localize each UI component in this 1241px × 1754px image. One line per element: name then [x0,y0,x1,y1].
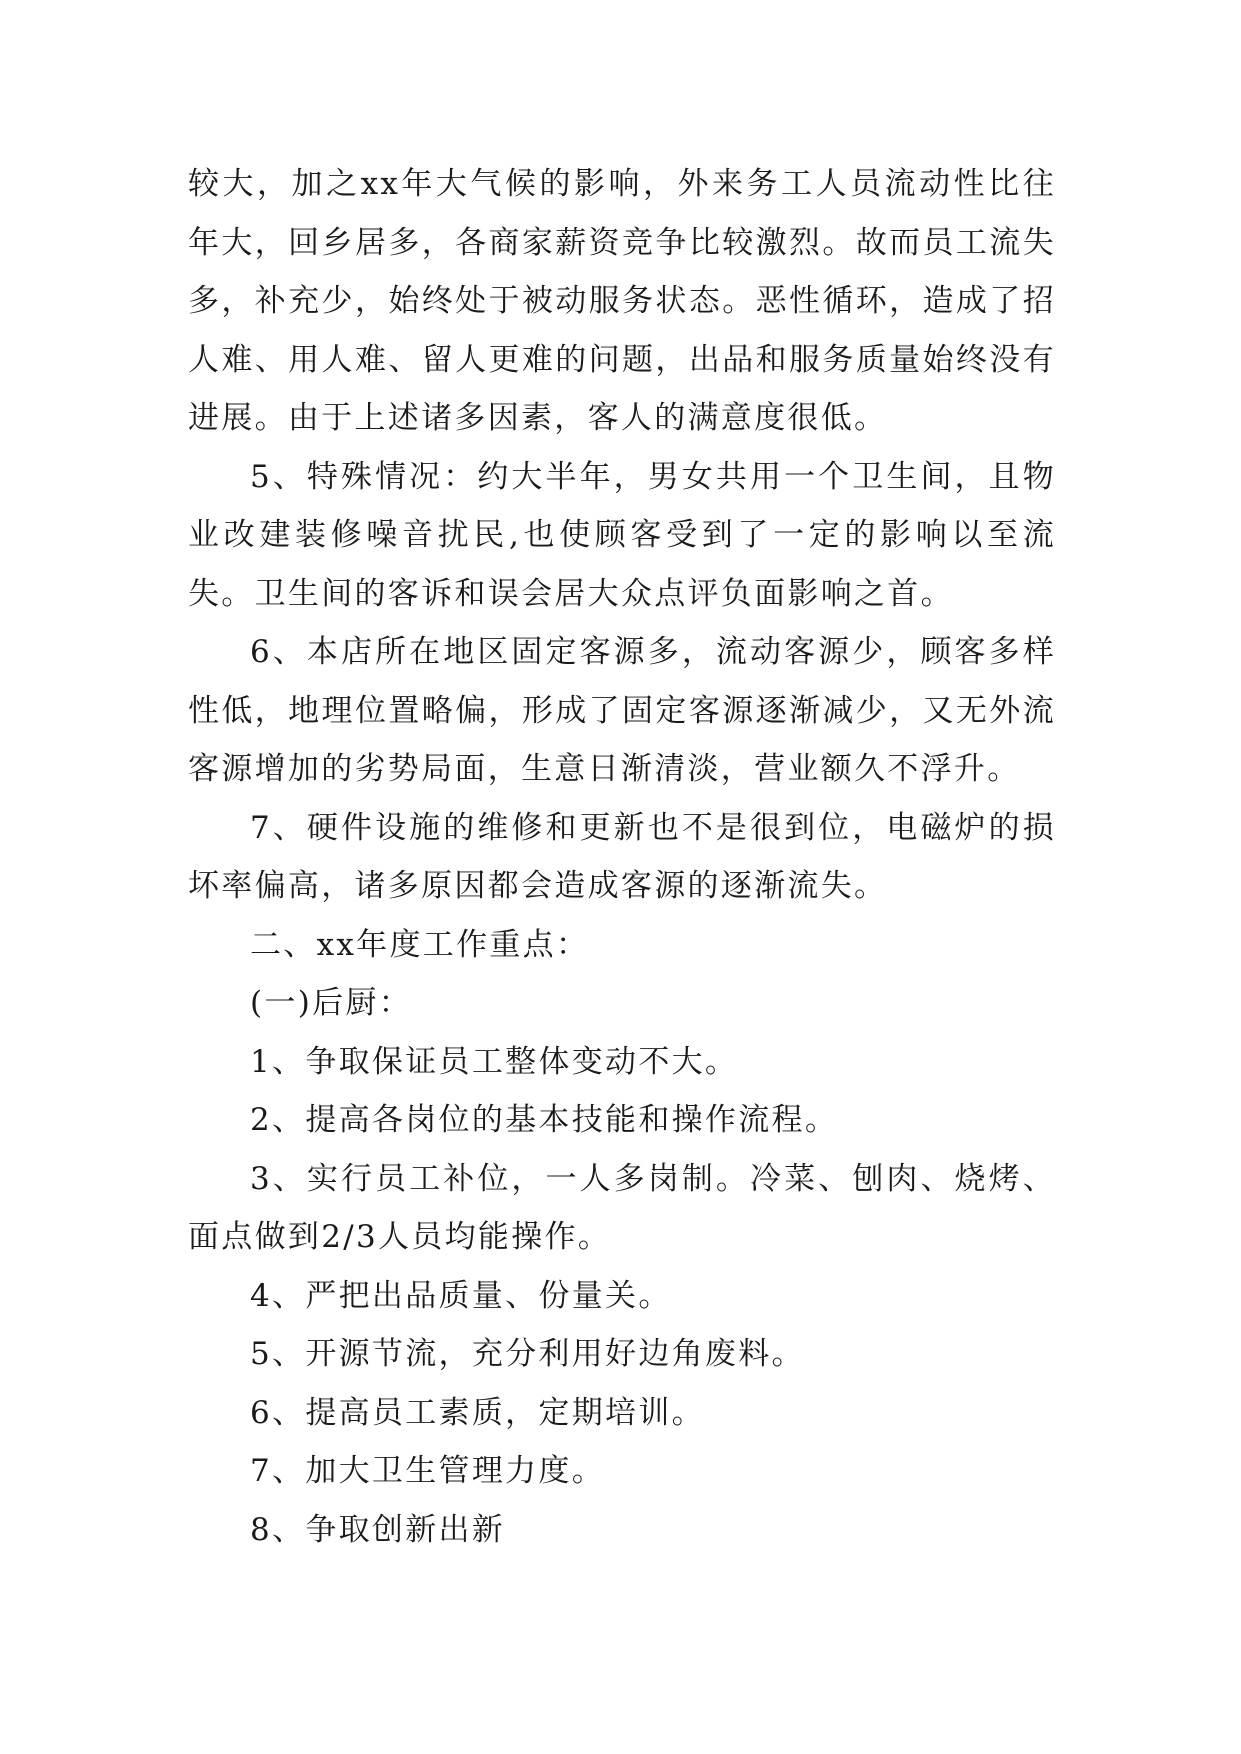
list-item-7: 7、加大卫生管理力度。 [250,1453,606,1489]
list-item-5: 5、开源节流，充分利用好边角废料。 [250,1336,805,1372]
list-item-4: 4、严把出品质量、份量关。 [250,1277,672,1314]
list-item-2: 2、提高各岗位的基本技能和操作流程。 [250,1102,839,1138]
subsection-heading-kitchen: (一)后厨： [250,985,412,1021]
list-item-1: 1、争取保证员工整体变动不大。 [250,1043,739,1080]
document-body [188,155,1056,1559]
list-item-6: 6、提高员工素质，定期培训。 [250,1394,705,1431]
paragraph-item-5-special-circumstances: 5、特殊情况：约大半年，男女共用一个卫生间，且物业改建装修噪音扰民,也使顾客受到了一定的影响以至流失。卫生间的客诉和误会居大众点评负面影响之首。 [188,458,1056,612]
paragraph-continuation: 较大，加之xx年大气候的影响，外来务工人员流动性比往年大，回乡居多，各商家薪资竞争比较激烈。故而员工流失多，补充少，始终处于被动服务状态。恶性循环，造成了招人难、用人难、留人更难的问题，出品和服务质量始终没有进展。由于上述诸多因素，客人的满意度很低。 [188,166,1056,436]
section-heading-work-focus: 二、xx年度工作重点： [250,926,590,963]
paragraph-item-6-customer-source: 6、本店所在地区固定客源多，流动客源少，顾客多样性低，地理位置略偏，形成了固定客源逐渐减少，又无外流客源增加的劣势局面，生意日渐清淡，营业额久不浮升。 [188,634,1056,787]
paragraph-item-7-hardware: 7、硬件设施的维修和更新也不是很到位，电磁炉的损坏率偏高，诸多原因都会造成客源的逐渐流失。 [188,809,1056,904]
list-item-8: 8、争取创新出新 [250,1511,506,1548]
list-item-3: 3、实行员工补位，一人多岗制。冷菜、刨肉、烧烤、面点做到2/3人员均能操作。 [188,1160,1056,1255]
